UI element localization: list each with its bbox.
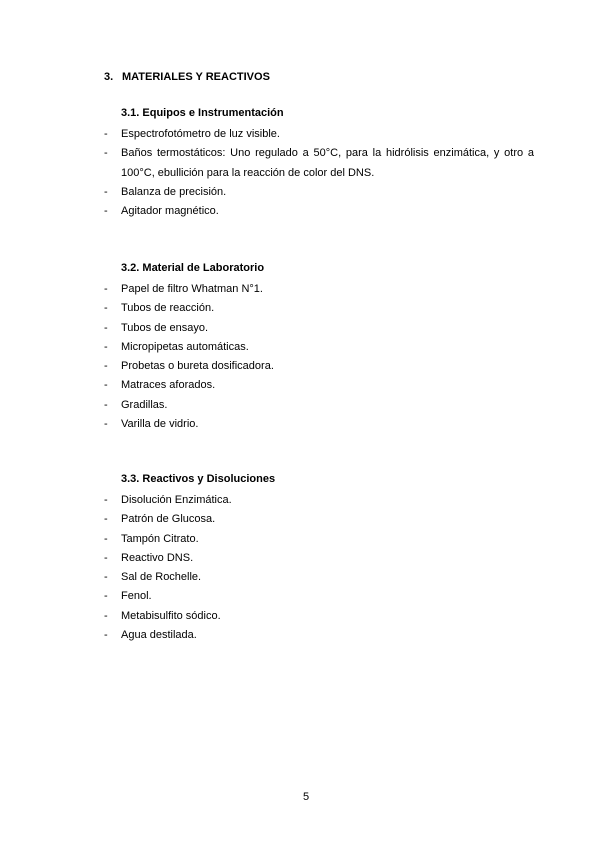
list-item — [104, 202, 534, 221]
page-number: 5 — [302, 791, 310, 803]
list-item-text: Probetas o bureta dosificadora. — [121, 360, 274, 373]
bullet-dash: - — [104, 185, 108, 198]
reagents-list — [104, 491, 534, 645]
list-item — [104, 144, 534, 183]
list-item — [104, 357, 534, 376]
list-item — [104, 607, 534, 626]
bullet-dash: - — [104, 379, 108, 392]
list-item-text: Matraces aforados. — [121, 379, 216, 392]
list-item — [104, 280, 534, 299]
list-item — [104, 338, 534, 357]
list-item-text: Micropipetas automáticas. — [121, 340, 249, 353]
bullet-dash: - — [104, 590, 108, 603]
list-item-text: Varilla de vidrio. — [121, 418, 199, 431]
list-item — [104, 299, 534, 318]
bullet-dash: - — [104, 205, 108, 218]
equipment-list — [104, 125, 534, 221]
list-item-text: Gradillas. — [121, 398, 168, 411]
subsection-lab-material — [104, 261, 534, 434]
list-item-text: Disolución Enzimática. — [121, 494, 232, 506]
list-item-text: Sal de Rochelle. — [121, 571, 202, 584]
section-number: 3. — [104, 71, 114, 83]
list-item-text: Metabisulfito sódico. — [121, 609, 221, 622]
list-item — [104, 587, 534, 606]
list-item-text: Patrón de Glucosa. — [121, 513, 216, 526]
bullet-dash: - — [104, 551, 108, 564]
list-item-text: Fenol. — [121, 590, 152, 603]
bullet-dash: - — [104, 609, 108, 622]
list-item — [104, 626, 534, 645]
list-item — [104, 530, 534, 549]
bullet-dash: - — [104, 532, 108, 545]
list-item — [104, 491, 534, 510]
list-item — [104, 125, 534, 144]
bullet-dash: - — [104, 360, 108, 373]
bullet-dash: - — [104, 340, 108, 353]
list-item — [104, 319, 534, 338]
bullet-dash: - — [104, 302, 108, 315]
list-item — [104, 183, 534, 202]
list-item-text: Agua destilada. — [121, 629, 197, 642]
bullet-dash: - — [104, 571, 108, 584]
section-title: MATERIALES Y REACTIVOS — [122, 71, 270, 83]
list-item-text: Tubos de ensayo. — [121, 321, 209, 334]
lab-material-list — [104, 280, 534, 434]
bullet-dash: - — [104, 321, 108, 334]
subsection-title: 3.1. Equipos e Instrumentación — [121, 107, 284, 119]
subsection-title: 3.2. Material de Laboratorio — [121, 262, 265, 274]
list-item-text: Papel de filtro Whatman N°1. — [121, 283, 263, 295]
list-item-text: Baños termostáticos: Uno regulado a 50°C, para la hidrólisis enzimática, y otro a 100°C, ebullición para la reacción de color del DNS. — [121, 147, 534, 179]
bullet-dash: - — [104, 147, 108, 160]
list-item-text: Reactivo DNS. — [121, 551, 194, 564]
bullet-dash: - — [104, 494, 108, 506]
bullet-dash: - — [104, 418, 108, 431]
list-item — [104, 415, 534, 434]
bullet-dash: - — [104, 128, 108, 140]
subsection-title: 3.3. Reactivos y Disoluciones — [121, 473, 276, 485]
subsection-equipment — [104, 106, 534, 221]
subsection-reagents — [104, 472, 534, 645]
list-item — [104, 568, 534, 587]
bullet-dash: - — [104, 629, 108, 642]
list-item — [104, 396, 534, 415]
list-item-text: Agitador magnético. — [121, 205, 219, 218]
list-item — [104, 510, 534, 529]
list-item-text: Tubos de reacción. — [121, 302, 215, 315]
list-item-text: Espectrofotómetro de luz visible. — [121, 128, 280, 140]
list-item — [104, 549, 534, 568]
bullet-dash: - — [104, 398, 108, 411]
list-item — [104, 376, 534, 395]
bullet-dash: - — [104, 283, 108, 295]
list-item-text: Tampón Citrato. — [121, 532, 199, 545]
section-heading — [104, 71, 270, 83]
bullet-dash: - — [104, 513, 108, 526]
list-item-text: Balanza de precisión. — [121, 185, 227, 198]
